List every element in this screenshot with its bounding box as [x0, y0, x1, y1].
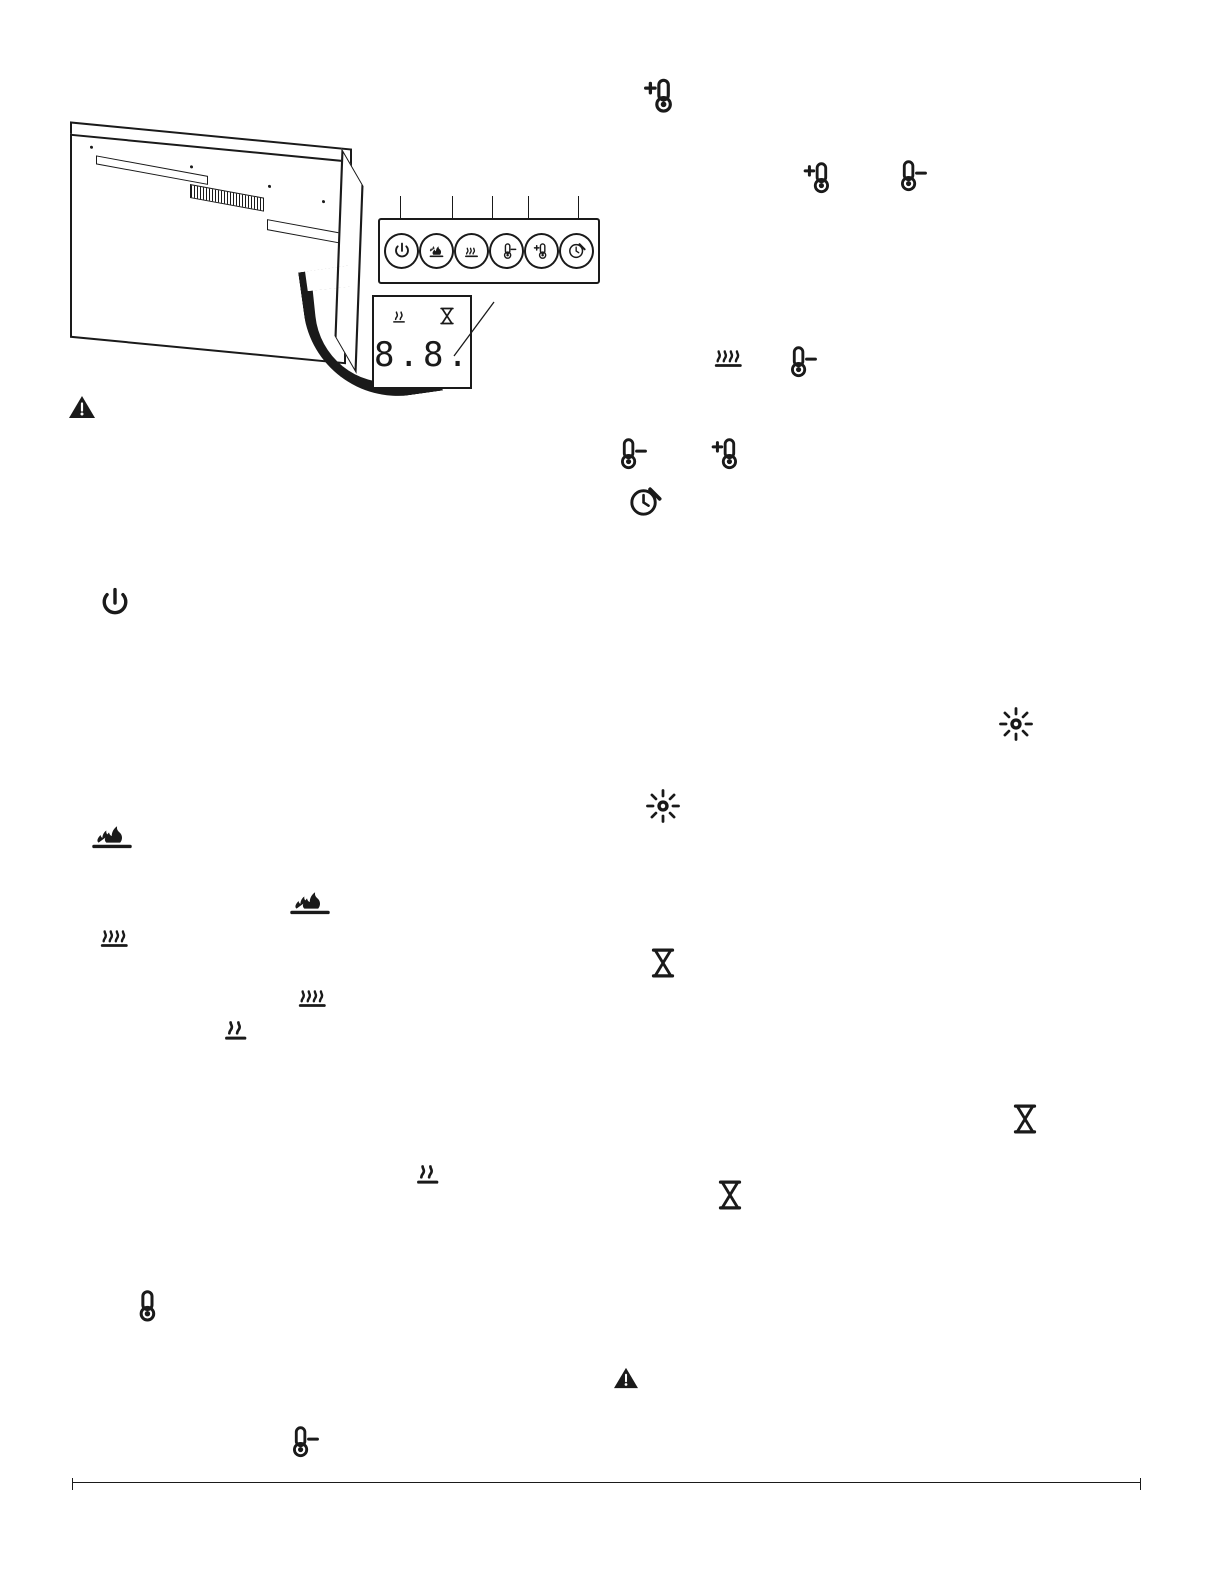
thermometer-minus-icon — [780, 342, 820, 387]
flame-button[interactable] — [419, 233, 454, 269]
thermometer-minus-icon — [890, 156, 930, 201]
footer-rule — [72, 1482, 1140, 1483]
control-panel[interactable] — [378, 218, 600, 284]
flame-icon — [286, 886, 334, 925]
fireplace-lower-slot — [267, 219, 349, 245]
leader-line-temp — [528, 196, 529, 220]
heat-waves-icon — [388, 304, 410, 333]
thermometer-plus-icon — [708, 434, 748, 479]
heater-icon — [710, 340, 748, 379]
heater-icon — [94, 920, 136, 959]
thermometer-minus-icon — [282, 1422, 322, 1467]
screw-dot — [90, 146, 93, 149]
temperature-down-button[interactable] — [489, 233, 524, 269]
timer-icon — [626, 482, 664, 525]
thermometer-plus-icon — [640, 74, 684, 123]
fireplace-vent — [190, 184, 264, 212]
footer-rule-cap-right — [1140, 1478, 1141, 1490]
screw-dot — [322, 200, 325, 203]
heat-waves-icon — [408, 1156, 446, 1195]
hourglass-icon — [646, 944, 680, 987]
thermometer-minus-icon — [610, 434, 650, 479]
hourglass-icon — [713, 1176, 747, 1219]
power-button[interactable] — [384, 233, 419, 269]
flame-icon — [88, 820, 136, 859]
brightness-icon — [645, 788, 681, 829]
fireplace-illustration — [62, 133, 362, 393]
hourglass-icon — [1008, 1100, 1042, 1143]
fireplace-front-panel — [70, 134, 346, 365]
temperature-up-button[interactable] — [524, 233, 559, 269]
heat-waves-icon — [216, 1012, 254, 1051]
heater-button[interactable] — [454, 233, 489, 269]
warning-triangle-icon — [68, 394, 96, 425]
thermometer-icon — [132, 1286, 168, 1331]
display-segments: 8.8. — [374, 335, 472, 375]
timer-button[interactable] — [559, 233, 594, 269]
screw-dot — [190, 165, 193, 168]
power-icon — [98, 586, 132, 625]
leader-line-timer — [578, 196, 579, 220]
heater-icon — [292, 980, 334, 1019]
leader-line-heater — [492, 196, 493, 220]
screw-dot — [268, 185, 271, 188]
fireplace-upper-slot — [96, 155, 208, 185]
display-leader-line — [452, 300, 496, 358]
thermometer-plus-icon — [800, 158, 840, 203]
leader-line-power — [400, 196, 401, 220]
footer-rule-cap-left — [72, 1478, 73, 1490]
leader-line-flame — [452, 196, 453, 220]
warning-triangle-icon — [613, 1366, 639, 1395]
brightness-icon — [998, 706, 1034, 747]
